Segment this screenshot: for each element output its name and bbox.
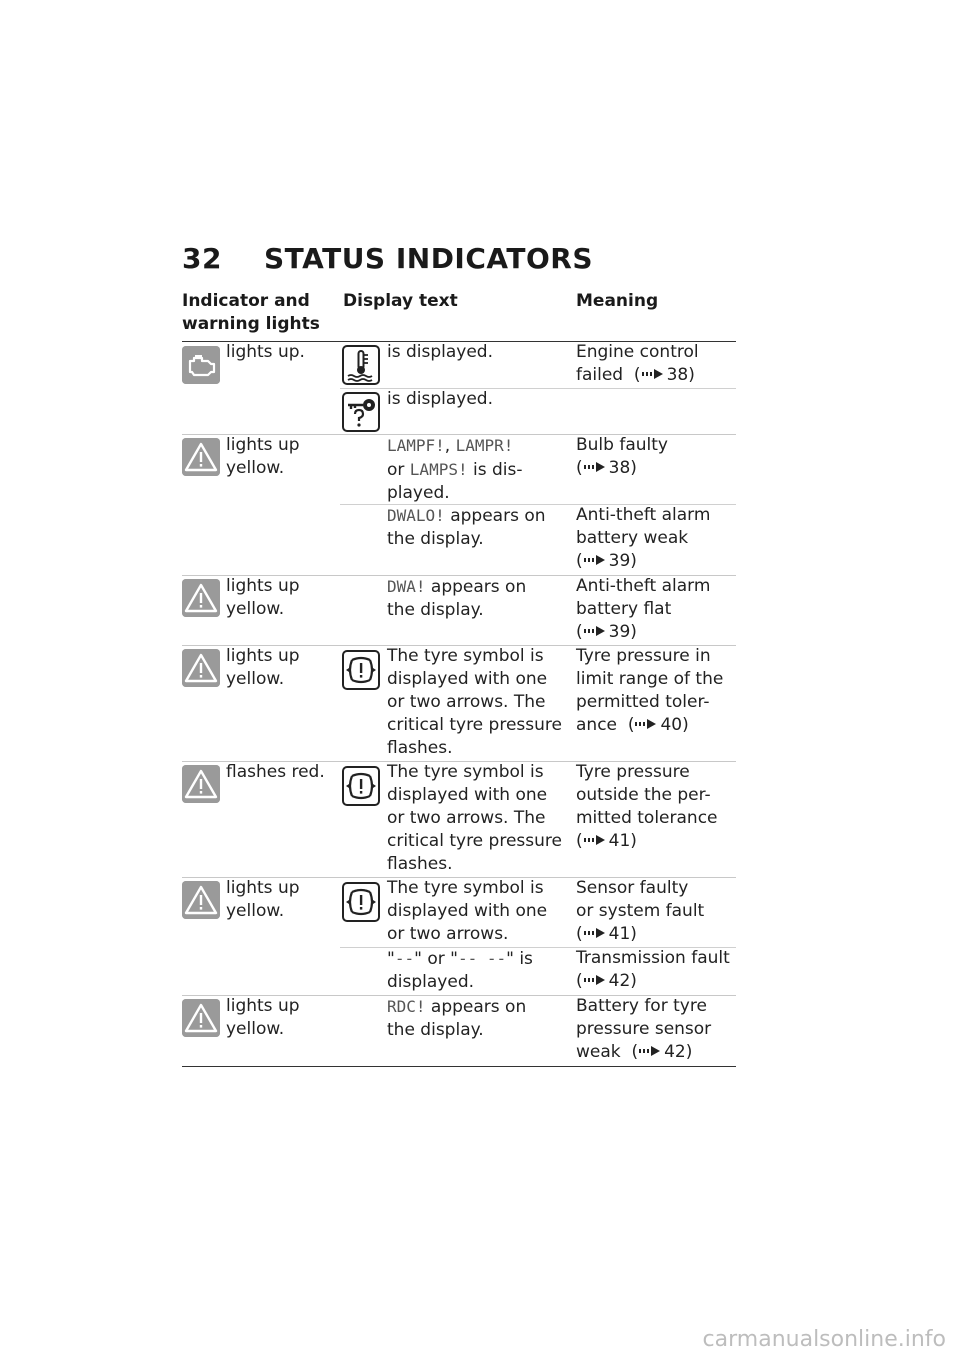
- indicator-text: [226, 575, 300, 621]
- engine-check-icon: [182, 346, 220, 384]
- watermark-footer: carmanualsonline.info: [702, 1327, 946, 1352]
- page-reference-link[interactable]: 41): [608, 924, 637, 944]
- meaning-line: Battery for tyre: [576, 996, 707, 1016]
- meaning-line: battery weak: [576, 528, 689, 548]
- indicator-text: [226, 434, 300, 480]
- meaning-text: [576, 341, 699, 387]
- indicator-line: lights up: [226, 646, 300, 666]
- display-line: displayed with one: [387, 901, 548, 921]
- meaning-text: [576, 434, 668, 480]
- indicator-text: lights up.: [226, 342, 305, 362]
- display-line: critical tyre pressure: [387, 831, 562, 851]
- display-code: -- --: [457, 949, 507, 968]
- display-word: is dis-: [467, 460, 523, 480]
- page-reference-link[interactable]: 42): [608, 971, 637, 991]
- page-reference-link[interactable]: 40): [660, 715, 689, 735]
- key-question-icon: [342, 392, 380, 432]
- meaning-line: Engine control: [576, 342, 699, 362]
- display-code: RDC!: [387, 997, 426, 1016]
- meaning-text: [576, 575, 710, 644]
- indicator-text: [226, 995, 300, 1041]
- indicator-line: yellow.: [226, 458, 285, 478]
- meaning-line: Anti-theft alarm: [576, 576, 711, 596]
- display-line: flashes.: [387, 738, 453, 758]
- display-word: or: [387, 460, 410, 480]
- meaning-word: ance: [576, 715, 617, 735]
- indicator-text: [226, 877, 300, 923]
- quote: " is: [506, 949, 533, 969]
- meaning-line: [576, 550, 710, 573]
- display-text: [387, 504, 546, 551]
- display-line: critical tyre pressure: [387, 715, 562, 735]
- meaning-line: Tyre pressure in: [576, 646, 711, 666]
- meaning-line: [576, 457, 668, 480]
- column-header-meaning: Meaning: [576, 291, 659, 311]
- display-text: [387, 877, 547, 946]
- display-line: played.: [387, 483, 450, 503]
- ref-open: (: [633, 365, 641, 385]
- display-line: The tyre symbol is: [387, 646, 544, 666]
- display-code: LAMPF!: [387, 436, 445, 455]
- column-header-indicator-line1: Indicator and: [182, 291, 310, 311]
- display-line: [387, 575, 526, 599]
- indicator-text: [226, 645, 300, 691]
- tyre-pressure-icon: [342, 882, 380, 922]
- meaning-line: permitted toler-: [576, 692, 710, 712]
- ref-open: (: [576, 971, 583, 991]
- meaning-line: battery flat: [576, 599, 672, 619]
- display-line: The tyre symbol is: [387, 878, 544, 898]
- display-code: LAMPR!: [455, 436, 514, 455]
- meaning-line: mitted tolerance: [576, 808, 718, 828]
- page-reference-arrow-icon: [583, 973, 609, 987]
- display-code: DWALO!: [387, 506, 445, 525]
- meaning-text: [576, 947, 730, 993]
- meaning-line: [576, 714, 723, 737]
- indicator-line: yellow.: [226, 599, 285, 619]
- page-reference-arrow-icon: [583, 926, 609, 940]
- meaning-word: failed: [576, 365, 624, 385]
- meaning-line: Sensor faulty: [576, 878, 689, 898]
- indicator-line: lights up: [226, 576, 300, 596]
- page-reference-arrow-icon: [583, 460, 609, 474]
- meaning-line: Transmission fault: [576, 948, 730, 968]
- display-line: or two arrows. The: [387, 692, 546, 712]
- meaning-line: [576, 923, 704, 946]
- indicator-line: yellow.: [226, 1019, 285, 1039]
- display-line: the display.: [387, 529, 484, 549]
- tyre-pressure-icon: [342, 650, 380, 690]
- display-line: or two arrows. The: [387, 808, 546, 828]
- separator: ,: [444, 436, 456, 456]
- warning-triangle-icon: [182, 438, 220, 476]
- warning-triangle-icon: [182, 579, 220, 617]
- display-line: displayed with one: [387, 785, 548, 805]
- meaning-line: Bulb faulty: [576, 435, 668, 455]
- page-reference-link[interactable]: 38): [666, 365, 695, 385]
- page-reference-arrow-icon: [583, 624, 609, 638]
- display-line: [387, 995, 526, 1019]
- ref-open: (: [631, 1042, 639, 1062]
- meaning-line: outside the per-: [576, 785, 711, 805]
- indicator-text: flashes red.: [226, 762, 325, 782]
- column-header-indicator: [182, 290, 320, 336]
- page-number: 32: [182, 242, 222, 275]
- indicator-line: yellow.: [226, 669, 285, 689]
- warning-triangle-icon: [182, 999, 220, 1037]
- tyre-pressure-icon: [342, 766, 380, 806]
- column-header-indicator-line2: warning lights: [182, 314, 320, 334]
- ref-open: (: [627, 715, 635, 735]
- ref-open: (: [576, 551, 583, 571]
- meaning-line: Anti-theft alarm: [576, 505, 711, 525]
- indicator-line: lights up: [226, 878, 300, 898]
- meaning-line: Tyre pressure: [576, 762, 690, 782]
- warning-triangle-icon: [182, 649, 220, 687]
- display-line: [387, 458, 523, 482]
- display-line: displayed.: [387, 972, 475, 992]
- page-reference-arrow-icon: [634, 717, 660, 731]
- indicator-line: lights up: [226, 996, 300, 1016]
- meaning-line: [576, 830, 718, 853]
- page-reference-arrow-icon: [583, 833, 609, 847]
- meaning-line: [576, 621, 710, 644]
- meaning-word: weak: [576, 1042, 621, 1062]
- ref-open: (: [576, 458, 583, 478]
- display-line: The tyre symbol is: [387, 762, 544, 782]
- display-text: [387, 645, 562, 760]
- meaning-line: or system fault: [576, 901, 705, 921]
- display-code: --: [394, 949, 415, 968]
- display-text: [387, 575, 526, 622]
- meaning-text: [576, 761, 718, 853]
- page-heading: [182, 242, 593, 275]
- warning-triangle-icon: [182, 765, 220, 803]
- ref-open: (: [576, 622, 583, 642]
- display-line: [387, 504, 546, 528]
- display-line: [387, 434, 523, 458]
- display-word: appears on: [425, 577, 527, 597]
- meaning-text: [576, 504, 710, 573]
- meaning-line: [576, 1041, 711, 1064]
- meaning-text: [576, 995, 711, 1064]
- page-reference-arrow-icon: [641, 367, 667, 381]
- quote: " or ": [414, 949, 458, 969]
- column-header-display: Display text: [343, 291, 458, 311]
- display-line: or two arrows.: [387, 924, 509, 944]
- display-text: [387, 434, 523, 505]
- display-text: [387, 995, 526, 1042]
- page-reference-link[interactable]: 38): [608, 458, 637, 478]
- page-reference-link[interactable]: 41): [608, 831, 637, 851]
- page-reference-link[interactable]: 39): [608, 551, 637, 571]
- quote: ": [387, 949, 395, 969]
- meaning-text: [576, 877, 704, 946]
- display-line: flashes.: [387, 854, 453, 874]
- page-reference-arrow-icon: [583, 553, 609, 567]
- display-word: appears on: [444, 506, 546, 526]
- warning-triangle-icon: [182, 881, 220, 919]
- display-text: [387, 947, 533, 994]
- meaning-line: pressure sensor: [576, 1019, 712, 1039]
- display-text: [387, 761, 562, 876]
- display-text: is displayed.: [387, 342, 494, 362]
- display-code: DWA!: [387, 577, 426, 596]
- display-code: LAMPS!: [409, 460, 468, 479]
- meaning-text: [576, 645, 723, 737]
- display-line: displayed with one: [387, 669, 548, 689]
- page-title: STATUS INDICATORS: [264, 242, 594, 275]
- meaning-line: [576, 970, 730, 993]
- coolant-temperature-icon: [342, 345, 380, 385]
- display-line: [387, 947, 533, 971]
- ref-open: (: [576, 924, 583, 944]
- display-line: the display.: [387, 1020, 484, 1040]
- table-bottom-rule: [182, 1066, 736, 1067]
- indicator-line: lights up: [226, 435, 300, 455]
- page-reference-arrow-icon: [638, 1044, 664, 1058]
- page-reference-link[interactable]: 42): [664, 1042, 693, 1062]
- indicator-line: yellow.: [226, 901, 285, 921]
- meaning-line: [576, 364, 699, 387]
- ref-open: (: [576, 831, 583, 851]
- display-word: appears on: [425, 997, 527, 1017]
- display-text: is displayed.: [387, 389, 494, 409]
- page-reference-link[interactable]: 39): [608, 622, 637, 642]
- meaning-line: limit range of the: [576, 669, 724, 689]
- display-line: the display.: [387, 600, 484, 620]
